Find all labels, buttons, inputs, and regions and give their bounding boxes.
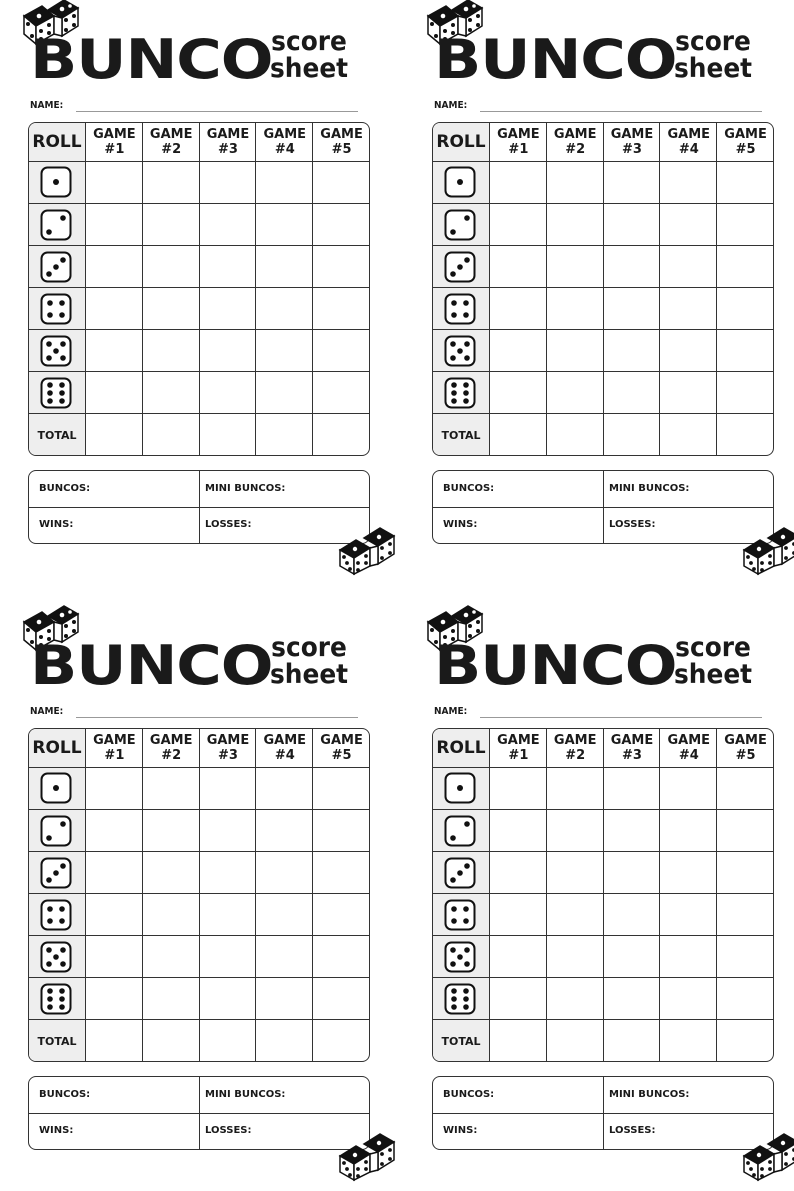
buncos-label: BUNCOS: xyxy=(39,1089,91,1100)
sheet-title: BUNCO xyxy=(434,28,677,91)
score-cell[interactable] xyxy=(546,936,604,978)
die-face-icon xyxy=(444,857,476,889)
roll-row xyxy=(29,977,369,1020)
score-cell[interactable] xyxy=(489,936,547,978)
summary-box xyxy=(28,1076,370,1150)
summary-divider xyxy=(199,1113,200,1149)
game-header: GAME #4 xyxy=(255,123,313,161)
die-face-icon xyxy=(40,857,72,889)
wins-label: WINS: xyxy=(39,1125,74,1136)
summary-box xyxy=(28,470,370,544)
score-cell[interactable] xyxy=(85,372,143,414)
score-cell[interactable] xyxy=(603,852,661,894)
score-cell[interactable] xyxy=(85,810,143,852)
losses-label: LOSSES: xyxy=(609,519,656,530)
score-cell[interactable] xyxy=(546,161,604,203)
summary-divider xyxy=(199,507,200,543)
sheet-title: BUNCO xyxy=(30,634,273,697)
table-header xyxy=(29,123,369,162)
score-cell[interactable] xyxy=(659,246,717,288)
die-face-icon xyxy=(40,941,72,973)
score-cell[interactable] xyxy=(142,978,200,1020)
score-cell[interactable] xyxy=(546,1020,604,1062)
summary-divider xyxy=(199,471,200,507)
mini-buncos-label: MINI BUNCOS: xyxy=(609,483,690,494)
table-header xyxy=(29,729,369,768)
score-cell[interactable] xyxy=(142,161,200,203)
score-cell[interactable] xyxy=(255,288,313,330)
score-cell[interactable] xyxy=(199,288,257,330)
score-cell[interactable] xyxy=(603,161,661,203)
name-line[interactable] xyxy=(76,111,358,112)
roll-row xyxy=(433,851,773,894)
score-cell[interactable] xyxy=(255,372,313,414)
roll-header: ROLL xyxy=(32,132,82,152)
score-cell[interactable] xyxy=(489,161,547,203)
score-cell[interactable] xyxy=(659,852,717,894)
roll-header: ROLL xyxy=(436,738,486,758)
die-face-icon xyxy=(40,983,72,1015)
wins-label: WINS: xyxy=(443,519,478,530)
score-cell[interactable] xyxy=(489,810,547,852)
score-cell[interactable] xyxy=(142,936,200,978)
die-face-icon xyxy=(444,815,476,847)
wins-label: WINS: xyxy=(39,519,74,530)
name-field[interactable] xyxy=(30,100,358,116)
score-cell[interactable] xyxy=(142,372,200,414)
score-cell[interactable] xyxy=(659,1020,717,1062)
die-face-icon xyxy=(40,209,72,241)
die-face-icon xyxy=(444,166,476,198)
game-header: GAME #5 xyxy=(716,729,774,767)
die-face-icon xyxy=(40,772,72,804)
score-table xyxy=(432,122,774,456)
score-table xyxy=(432,728,774,1062)
score-cell[interactable] xyxy=(716,894,774,936)
score-cell[interactable] xyxy=(255,204,313,246)
name-label: NAME: xyxy=(30,706,64,717)
die-face-icon xyxy=(444,293,476,325)
score-cell[interactable] xyxy=(659,330,717,372)
die-face-icon xyxy=(444,899,476,931)
score-cell[interactable] xyxy=(716,161,774,203)
score-cell[interactable] xyxy=(142,204,200,246)
summary-divider xyxy=(199,1077,200,1113)
score-cell[interactable] xyxy=(489,978,547,1020)
score-cell[interactable] xyxy=(85,894,143,936)
score-cell[interactable] xyxy=(659,204,717,246)
game-header: GAME #4 xyxy=(659,729,717,767)
score-cell[interactable] xyxy=(312,204,370,246)
game-header: GAME #4 xyxy=(659,123,717,161)
total-row xyxy=(433,1019,773,1062)
roll-row xyxy=(433,245,773,288)
score-cell[interactable] xyxy=(255,852,313,894)
score-cell[interactable] xyxy=(85,204,143,246)
score-cell[interactable] xyxy=(312,978,370,1020)
game-header: GAME #5 xyxy=(312,729,370,767)
score-cell[interactable] xyxy=(85,330,143,372)
wins-label: WINS: xyxy=(443,1125,478,1136)
game-header: GAME #2 xyxy=(546,729,604,767)
total-label: TOTAL xyxy=(441,1034,481,1048)
score-cell[interactable] xyxy=(659,767,717,809)
score-cell[interactable] xyxy=(603,894,661,936)
score-cell[interactable] xyxy=(659,414,717,456)
score-cell[interactable] xyxy=(546,894,604,936)
score-cell[interactable] xyxy=(489,246,547,288)
die-face-icon xyxy=(444,377,476,409)
score-cell[interactable] xyxy=(312,894,370,936)
score-cell[interactable] xyxy=(489,1020,547,1062)
score-cell[interactable] xyxy=(255,246,313,288)
table-header xyxy=(433,729,773,768)
total-label: TOTAL xyxy=(37,428,77,442)
score-cell[interactable] xyxy=(312,372,370,414)
roll-row xyxy=(433,809,773,852)
score-cell[interactable] xyxy=(85,246,143,288)
summary-divider xyxy=(603,1077,604,1113)
game-header: GAME #5 xyxy=(716,123,774,161)
roll-row xyxy=(29,893,369,936)
die-face-icon xyxy=(444,335,476,367)
score-cell[interactable] xyxy=(199,161,257,203)
score-cell[interactable] xyxy=(85,978,143,1020)
score-cell[interactable] xyxy=(312,161,370,203)
sheet-subtitle: score sheet xyxy=(270,632,349,690)
game-header: GAME #1 xyxy=(85,729,143,767)
score-cell[interactable] xyxy=(85,767,143,809)
dice-pair-icon xyxy=(742,1130,794,1182)
die-face-icon xyxy=(40,377,72,409)
roll-row xyxy=(29,851,369,894)
game-header: GAME #3 xyxy=(199,123,257,161)
die-face-icon xyxy=(444,983,476,1015)
total-row xyxy=(433,413,773,456)
name-label: NAME: xyxy=(434,706,468,717)
total-row xyxy=(29,413,369,456)
game-header: GAME #1 xyxy=(489,123,547,161)
die-face-icon xyxy=(40,251,72,283)
score-cell[interactable] xyxy=(716,330,774,372)
roll-row xyxy=(29,161,369,203)
score-cell[interactable] xyxy=(716,978,774,1020)
score-cell[interactable] xyxy=(546,204,604,246)
summary-divider xyxy=(603,471,604,507)
score-table xyxy=(28,728,370,1062)
sheet-title: BUNCO xyxy=(30,28,273,91)
score-cell[interactable] xyxy=(546,810,604,852)
score-cell[interactable] xyxy=(199,372,257,414)
buncos-label: BUNCOS: xyxy=(443,1089,495,1100)
score-cell[interactable] xyxy=(85,414,143,456)
score-cell[interactable] xyxy=(659,161,717,203)
score-cell[interactable] xyxy=(255,936,313,978)
score-sheet xyxy=(432,0,794,560)
name-label: NAME: xyxy=(434,100,468,111)
score-cell[interactable] xyxy=(85,1020,143,1062)
die-face-icon xyxy=(40,815,72,847)
score-cell[interactable] xyxy=(716,204,774,246)
roll-row xyxy=(29,935,369,978)
game-header: GAME #3 xyxy=(199,729,257,767)
die-face-icon xyxy=(444,941,476,973)
score-cell[interactable] xyxy=(199,936,257,978)
score-cell[interactable] xyxy=(255,330,313,372)
game-header: GAME #3 xyxy=(603,123,661,161)
score-cell[interactable] xyxy=(255,767,313,809)
score-cell[interactable] xyxy=(85,288,143,330)
score-cell[interactable] xyxy=(546,414,604,456)
score-cell[interactable] xyxy=(603,978,661,1020)
total-label: TOTAL xyxy=(37,1034,77,1048)
score-cell[interactable] xyxy=(142,246,200,288)
mini-buncos-label: MINI BUNCOS: xyxy=(609,1089,690,1100)
score-cell[interactable] xyxy=(142,767,200,809)
score-cell[interactable] xyxy=(255,810,313,852)
score-cell[interactable] xyxy=(716,936,774,978)
score-cell[interactable] xyxy=(546,246,604,288)
score-cell[interactable] xyxy=(312,414,370,456)
buncos-label: BUNCOS: xyxy=(443,483,495,494)
score-cell[interactable] xyxy=(546,288,604,330)
score-cell[interactable] xyxy=(716,810,774,852)
score-cell[interactable] xyxy=(199,810,257,852)
roll-row xyxy=(29,203,369,246)
score-cell[interactable] xyxy=(603,810,661,852)
score-cell[interactable] xyxy=(142,894,200,936)
score-cell[interactable] xyxy=(603,288,661,330)
score-cell[interactable] xyxy=(199,1020,257,1062)
score-cell[interactable] xyxy=(716,246,774,288)
score-cell[interactable] xyxy=(199,894,257,936)
game-header: GAME #3 xyxy=(603,729,661,767)
score-cell[interactable] xyxy=(85,161,143,203)
score-cell[interactable] xyxy=(603,330,661,372)
roll-row xyxy=(433,893,773,936)
score-cell[interactable] xyxy=(255,161,313,203)
score-cell[interactable] xyxy=(489,894,547,936)
score-cell[interactable] xyxy=(716,852,774,894)
dice-pair-icon xyxy=(338,524,396,576)
name-line[interactable] xyxy=(76,717,358,718)
score-cell[interactable] xyxy=(312,1020,370,1062)
roll-row xyxy=(433,767,773,809)
score-cell[interactable] xyxy=(312,810,370,852)
score-cell[interactable] xyxy=(85,852,143,894)
score-cell[interactable] xyxy=(603,936,661,978)
losses-label: LOSSES: xyxy=(205,1125,252,1136)
die-face-icon xyxy=(40,335,72,367)
name-field[interactable] xyxy=(434,100,762,116)
score-cell[interactable] xyxy=(142,1020,200,1062)
score-cell[interactable] xyxy=(255,1020,313,1062)
summary-box xyxy=(432,1076,774,1150)
sheet-subtitle: score sheet xyxy=(270,26,349,84)
score-cell[interactable] xyxy=(199,978,257,1020)
die-face-icon xyxy=(40,166,72,198)
score-cell[interactable] xyxy=(716,414,774,456)
total-label: TOTAL xyxy=(441,428,481,442)
summary-divider xyxy=(603,507,604,543)
score-cell[interactable] xyxy=(659,894,717,936)
buncos-label: BUNCOS: xyxy=(39,483,91,494)
score-cell[interactable] xyxy=(603,767,661,809)
score-cell[interactable] xyxy=(199,852,257,894)
dice-pair-icon xyxy=(742,524,794,576)
sheet-subtitle: score sheet xyxy=(674,26,753,84)
score-cell[interactable] xyxy=(142,810,200,852)
score-cell[interactable] xyxy=(603,1020,661,1062)
name-field[interactable] xyxy=(434,706,762,722)
roll-row xyxy=(29,371,369,414)
name-field[interactable] xyxy=(30,706,358,722)
die-face-icon xyxy=(444,772,476,804)
score-cell[interactable] xyxy=(489,852,547,894)
name-line[interactable] xyxy=(480,111,762,112)
score-cell[interactable] xyxy=(312,936,370,978)
mini-buncos-label: MINI BUNCOS: xyxy=(205,483,286,494)
score-cell[interactable] xyxy=(312,767,370,809)
score-cell[interactable] xyxy=(312,330,370,372)
game-header: GAME #2 xyxy=(142,729,200,767)
roll-row xyxy=(433,371,773,414)
summary-divider xyxy=(603,1113,604,1149)
score-cell[interactable] xyxy=(716,767,774,809)
score-cell[interactable] xyxy=(85,936,143,978)
summary-box xyxy=(432,470,774,544)
name-line[interactable] xyxy=(480,717,762,718)
game-header: GAME #2 xyxy=(546,123,604,161)
score-cell[interactable] xyxy=(603,246,661,288)
score-cell[interactable] xyxy=(312,246,370,288)
game-header: GAME #4 xyxy=(255,729,313,767)
score-sheet xyxy=(28,606,400,1166)
name-label: NAME: xyxy=(30,100,64,111)
score-cell[interactable] xyxy=(489,767,547,809)
roll-row xyxy=(433,161,773,203)
roll-row xyxy=(433,203,773,246)
die-face-icon xyxy=(444,251,476,283)
die-face-icon xyxy=(40,899,72,931)
die-face-icon xyxy=(40,293,72,325)
score-cell[interactable] xyxy=(199,246,257,288)
score-cell[interactable] xyxy=(199,414,257,456)
score-cell[interactable] xyxy=(546,852,604,894)
score-cell[interactable] xyxy=(142,288,200,330)
score-cell[interactable] xyxy=(659,288,717,330)
game-header: GAME #1 xyxy=(489,729,547,767)
roll-header: ROLL xyxy=(436,132,486,152)
roll-row xyxy=(433,329,773,372)
die-face-icon xyxy=(444,209,476,241)
score-cell[interactable] xyxy=(312,288,370,330)
score-cell[interactable] xyxy=(546,978,604,1020)
score-cell[interactable] xyxy=(716,1020,774,1062)
score-cell[interactable] xyxy=(489,372,547,414)
roll-row xyxy=(433,935,773,978)
score-cell[interactable] xyxy=(142,414,200,456)
score-cell[interactable] xyxy=(255,894,313,936)
score-cell[interactable] xyxy=(546,330,604,372)
score-cell[interactable] xyxy=(659,372,717,414)
sheet-subtitle: score sheet xyxy=(674,632,753,690)
score-cell[interactable] xyxy=(659,810,717,852)
roll-row xyxy=(433,977,773,1020)
score-cell[interactable] xyxy=(199,330,257,372)
score-cell[interactable] xyxy=(142,330,200,372)
score-cell[interactable] xyxy=(142,852,200,894)
score-cell[interactable] xyxy=(603,372,661,414)
score-cell[interactable] xyxy=(546,372,604,414)
score-sheet xyxy=(432,606,794,1166)
sheet-title: BUNCO xyxy=(434,634,677,697)
score-sheet xyxy=(28,0,400,560)
score-cell[interactable] xyxy=(199,204,257,246)
roll-row xyxy=(29,329,369,372)
score-cell[interactable] xyxy=(489,204,547,246)
score-cell[interactable] xyxy=(603,204,661,246)
table-header xyxy=(433,123,773,162)
game-header: GAME #5 xyxy=(312,123,370,161)
total-row xyxy=(29,1019,369,1062)
losses-label: LOSSES: xyxy=(609,1125,656,1136)
score-cell[interactable] xyxy=(716,372,774,414)
score-cell[interactable] xyxy=(603,414,661,456)
roll-row xyxy=(29,809,369,852)
roll-row xyxy=(29,767,369,809)
score-cell[interactable] xyxy=(716,288,774,330)
score-table xyxy=(28,122,370,456)
score-cell[interactable] xyxy=(199,767,257,809)
losses-label: LOSSES: xyxy=(205,519,252,530)
game-header: GAME #2 xyxy=(142,123,200,161)
mini-buncos-label: MINI BUNCOS: xyxy=(205,1089,286,1100)
roll-row xyxy=(433,287,773,330)
score-cell[interactable] xyxy=(312,852,370,894)
score-cell[interactable] xyxy=(659,978,717,1020)
score-cell[interactable] xyxy=(546,767,604,809)
roll-header: ROLL xyxy=(32,738,82,758)
roll-row xyxy=(29,245,369,288)
game-header: GAME #1 xyxy=(85,123,143,161)
score-cell[interactable] xyxy=(489,288,547,330)
score-cell[interactable] xyxy=(255,414,313,456)
score-cell[interactable] xyxy=(255,978,313,1020)
dice-pair-icon xyxy=(338,1130,396,1182)
score-cell[interactable] xyxy=(489,330,547,372)
roll-row xyxy=(29,287,369,330)
score-cell[interactable] xyxy=(659,936,717,978)
score-cell[interactable] xyxy=(489,414,547,456)
